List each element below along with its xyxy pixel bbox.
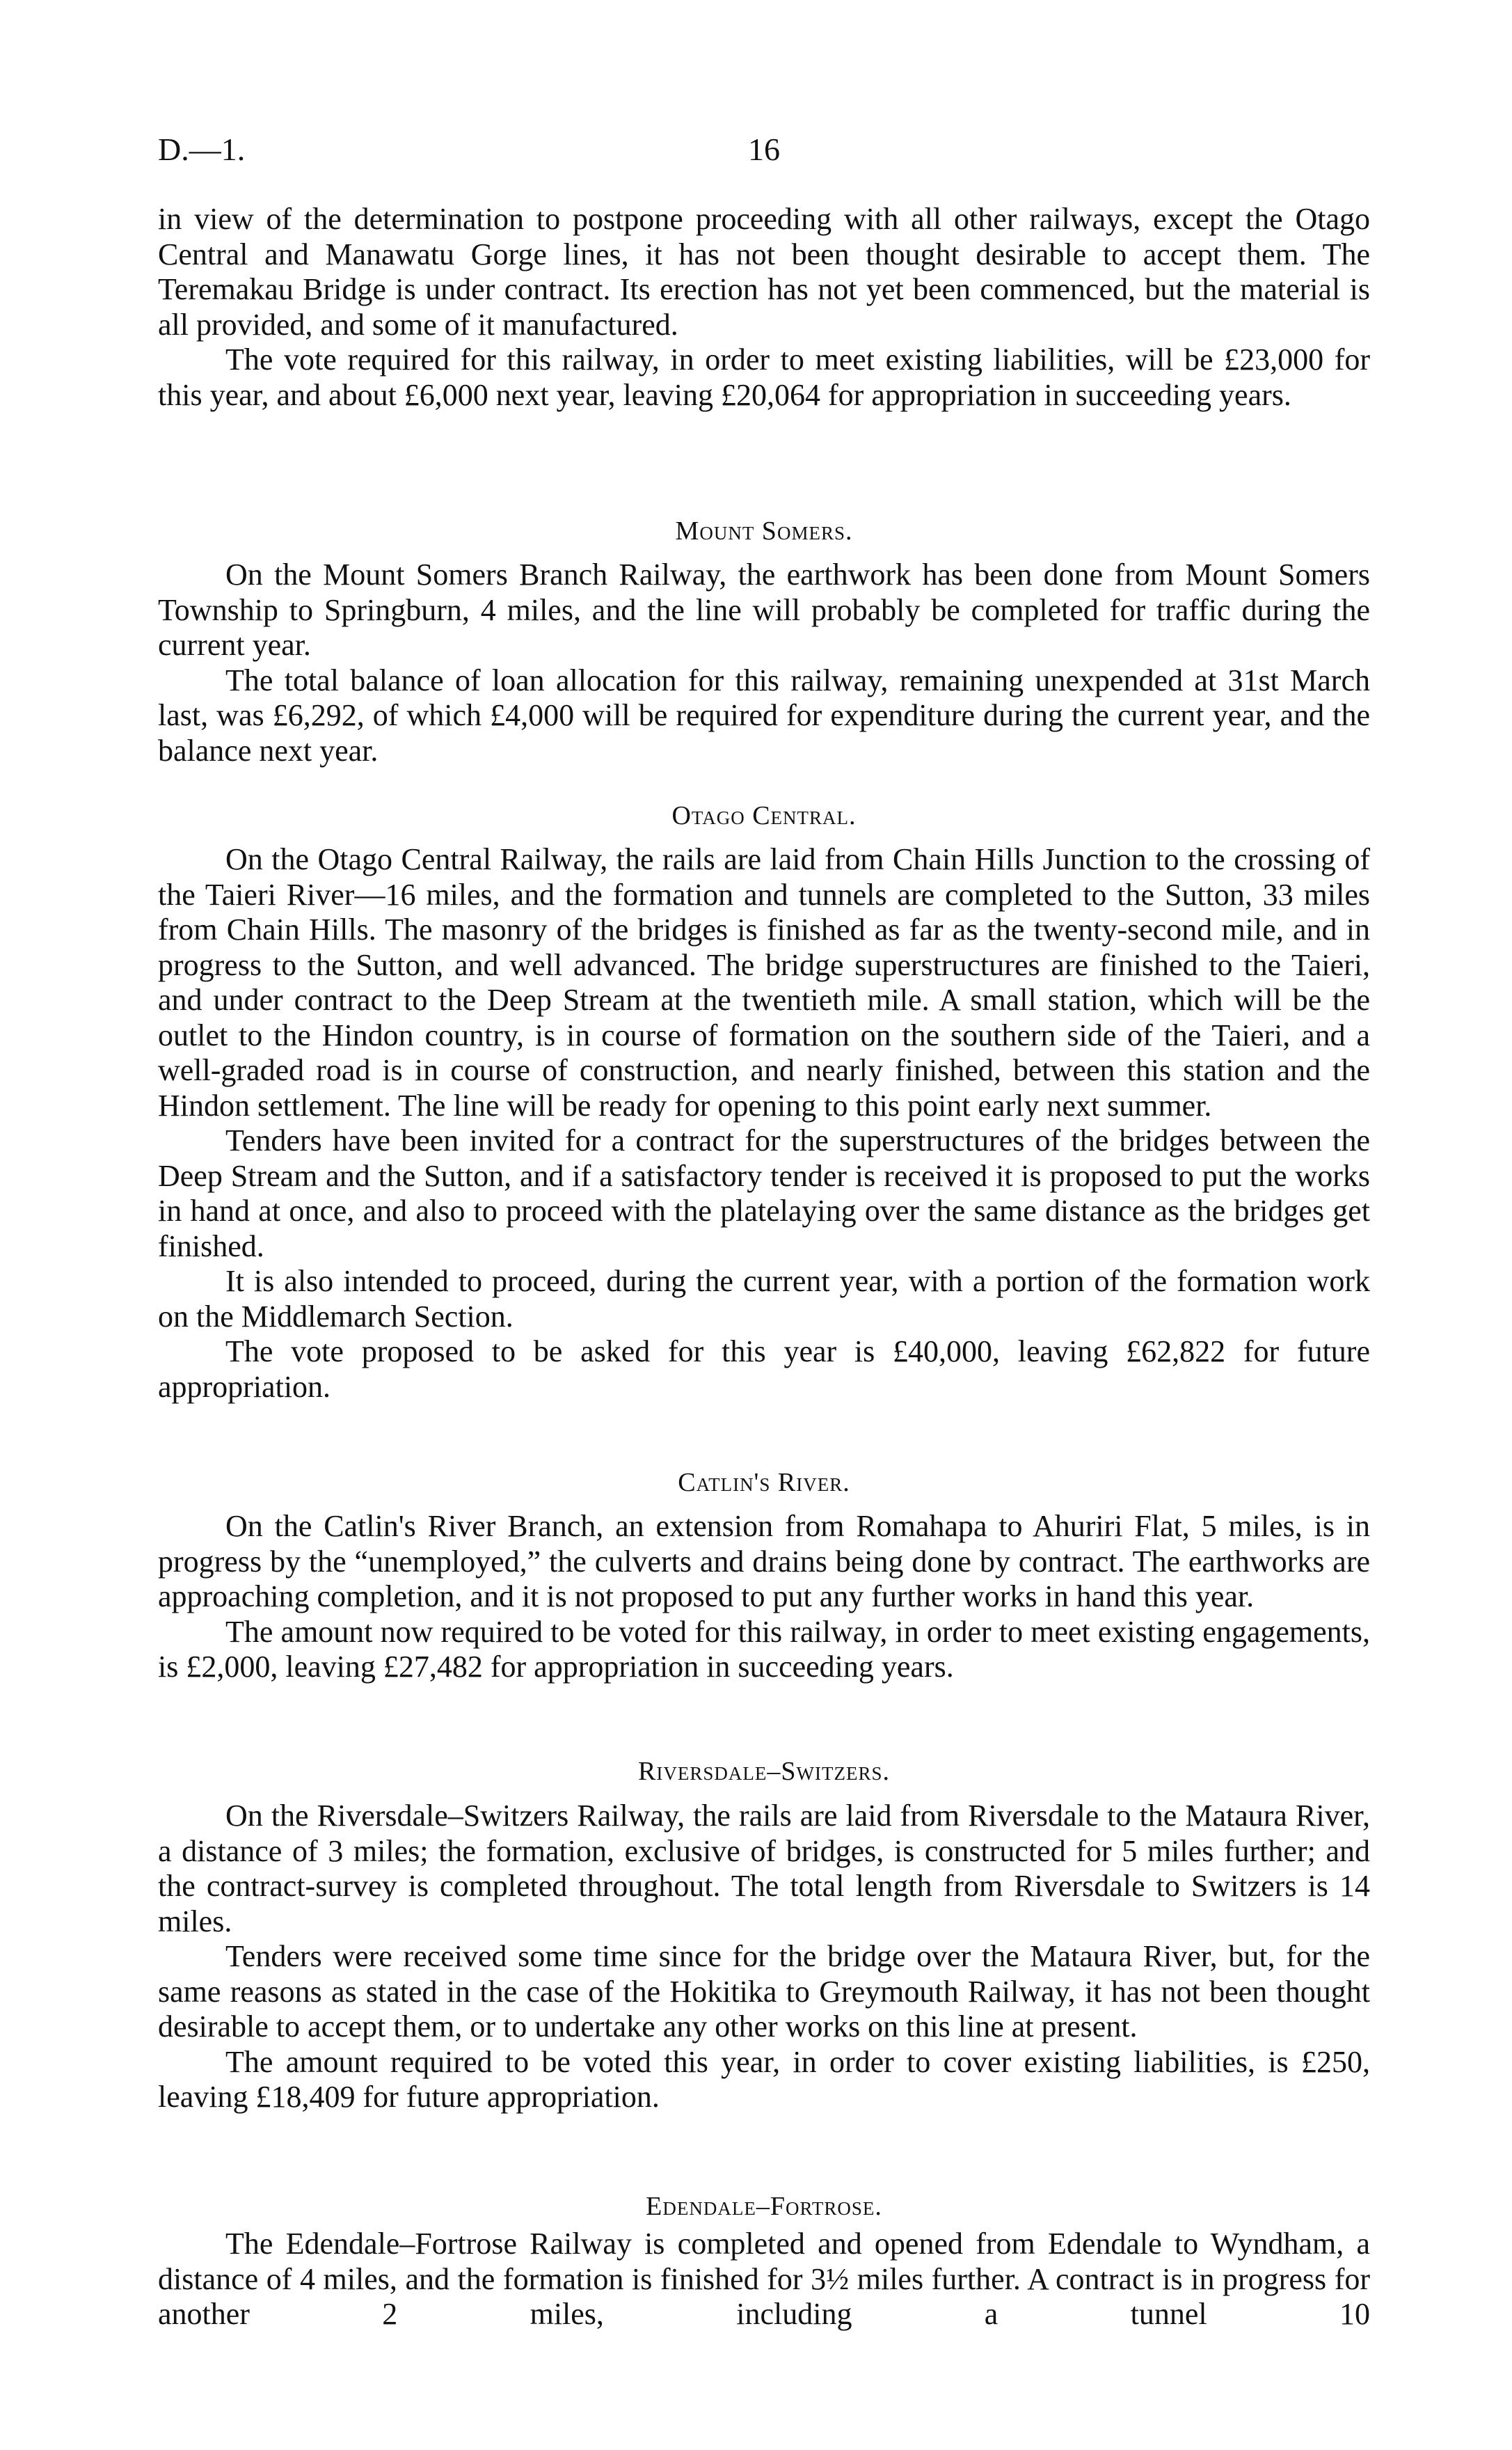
paragraph: Tenders were received some time since for the bridge over the Mataura River, but, for the same reasons as stated in the case of the Hokitika to Greymouth Railway, it has not been thought desirable to accept them, or to undertake any other works on this line at present. (158, 1939, 1370, 2044)
section-otago-central (158, 842, 1370, 1405)
paragraph: On the Otago Central Railway, the rails are laid from Chain Hills Junction to the crossing of the Taieri River—16 miles, and the formation and tunnels are completed to the Sutton, 33 miles from Chain Hills. The masonry of the bridges is finished as far as the twenty-second mile, and in progress to the Sutton, and well advanced. The bridge superstructures are finished to the Taieri, and under contract to the Deep Stream at the twentieth mile. A small station, which will be the outlet to the Hindon country, is in course of formation on the southern side of the Taieri, and a well-graded road is in course of construction, and nearly finished, between this station and the Hindon settlement. The line will be ready for opening to this point early next summer. (158, 842, 1370, 1123)
section-intro (158, 202, 1370, 413)
section-heading-edendale-fortrose: Edendale–Fortrose. (646, 2192, 882, 2221)
section-heading-otago-central: Otago Central. (671, 801, 857, 830)
section-catlins-river (158, 1509, 1370, 1685)
paragraph: The amount required to be voted this year, in order to cover existing liabilities, is £250, leaving £18,409 for future appropriation. (158, 2044, 1370, 2114)
section-heading-riversdale-switzers: Riversdale–Switzers. (638, 1757, 890, 1786)
paragraph: It is also intended to proceed, during the current year, with a portion of the formation work on the Middlemarch Section. (158, 1264, 1370, 1334)
document-reference: D.—1. (158, 132, 246, 167)
paragraph: The total balance of loan allocation for this railway, remaining unexpended at 31st March last, was £6,292, of which £4,000 will be required for expenditure during the current year, and the balance next year. (158, 663, 1370, 768)
section-heading-catlins-river: Catlin's River. (678, 1468, 850, 1497)
section-heading-mount-somers: Mount Somers. (675, 516, 853, 546)
paragraph: Tenders have been invited for a contract for the superstructures of the bridges between the Deep Stream and the Sutton, and if a satisfactory tender is received it is proposed to put the works in hand at once, and also to proceed with the platelaying over the same distance as the bridges get finished. (158, 1123, 1370, 1263)
paragraph: On the Catlin's River Branch, an extension from Romahapa to Ahuriri Flat, 5 miles, is in progress by the “unemployed,” the culverts and drains being done by contract. The earthworks are approaching completion, and it is not proposed to put any further works in hand this year. (158, 1509, 1370, 1613)
paragraph: On the Riversdale–Switzers Railway, the rails are laid from Riversdale to the Mataura River, a distance of 3 miles; the formation, exclusive of bridges, is constructed for 5 miles further; and the contract-survey is completed throughout. The total length from Riversdale to Switzers is 14 miles. (158, 1799, 1370, 1938)
paragraph: On the Mount Somers Branch Railway, the earthwork has been done from Mount Somers Township to Springburn, 4 miles, and the line will probably be completed for traffic during the current year. (158, 558, 1370, 662)
paragraph: The vote required for this railway, in order to meet existing liabilities, will be £23,000 for this year, and about £6,000 next year, leaving £20,064 for appropriation in succeeding years. (158, 342, 1370, 412)
paragraph: The amount now required to be voted for this railway, in order to meet existing engagements, is £2,000, leaving £27,482 for appropriation in succeeding years. (158, 1614, 1370, 1684)
section-riversdale-switzers (158, 1799, 1370, 2115)
paragraph: in view of the determination to postpone proceeding with all other railways, except the Otago Central and Manawatu Gorge lines, it has not been thought desirable to accept them. The Teremakau Bridge is under contract. Its erection has not yet been commenced, but the material is all provided, and some of it manufactured. (158, 202, 1370, 342)
section-mount-somers (158, 558, 1370, 768)
page-number: 16 (748, 132, 780, 167)
section-edendale-fortrose (158, 2227, 1370, 2332)
paragraph: The Edendale–Fortrose Railway is completed and opened from Edendale to Wyndham, a distance of 4 miles, and the formation is finished for 3½ miles further. A contract is in progress for another 2 miles, including a tunnel 10 (158, 2227, 1370, 2331)
paragraph: The vote proposed to be asked for this year is £40,000, leaving £62,822 for future appropriation. (158, 1334, 1370, 1404)
